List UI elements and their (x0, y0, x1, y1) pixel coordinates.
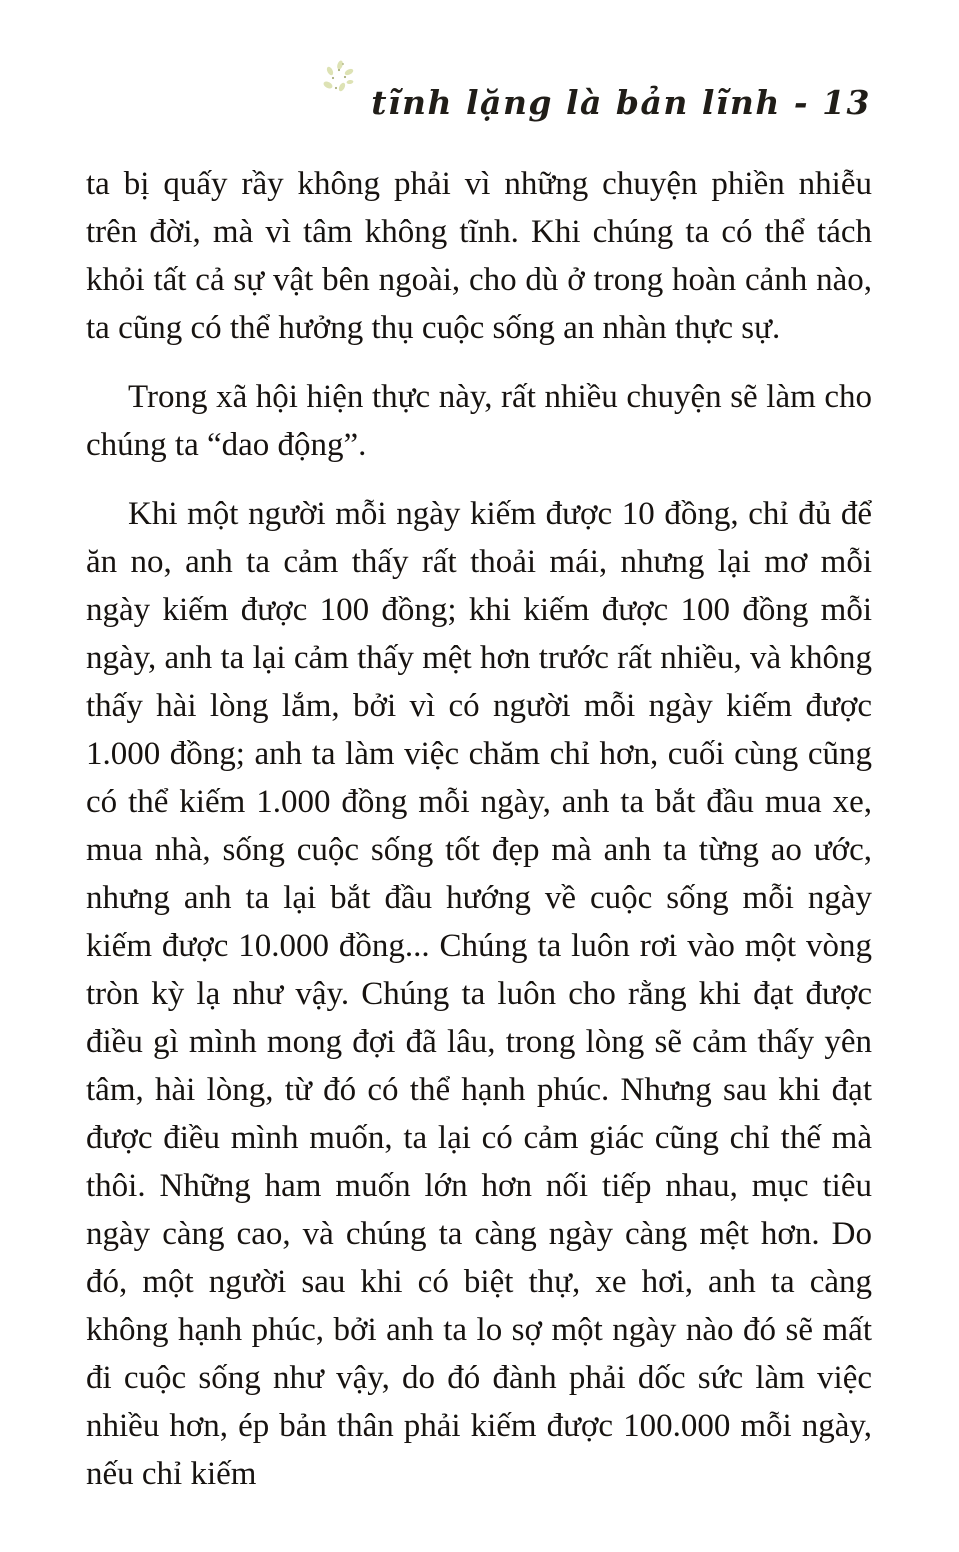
paragraph: ta bị quấy rầy không phải vì những chuyện phiền nhiễu trên đời, mà vì tâm không tĩnh. Khi chúng ta có thể tách khỏi tất cả sự vật bên ngoài, cho dù ở trong hoàn cảnh nào, ta cũng có thể hưởng thụ cuộc sống an nhàn thực sự. (86, 166, 872, 346)
running-header-title: tĩnh lặng là bản lĩnh - 13 (371, 83, 871, 122)
page-header (0, 58, 871, 122)
leaf-sprig-icon (319, 58, 359, 106)
paragraph: Khi một người mỗi ngày kiếm được 10 đồng, chỉ đủ để ăn no, anh ta cảm thấy rất thoải mái, nhưng lại mơ mỗi ngày kiếm được 100 đồng; khi kiếm được 100 đồng mỗi ngày, anh ta lại cảm thấy mệt hơn trước rất nhiều, và không thấy hài lòng lắm, bởi vì có người mỗi ngày kiếm được 1.000 đồng; anh ta làm việc chăm chỉ hơn, cuối cùng cũng có thể kiếm 1.000 đồng mỗi ngày, anh ta bắt đầu mua xe, mua nhà, sống cuộc sống tốt đẹp mà anh ta từng ao ước, nhưng anh ta lại bắt đầu hướng về cuộc sống mỗi ngày kiếm được 10.000 đồng... Chúng ta luôn rơi vào một vòng tròn kỳ lạ như vậy. Chúng ta luôn cho rằng khi đạt được điều gì mình mong đợi đã lâu, trong lòng sẽ cảm thấy yên tâm, hài lòng, từ đó có thể hạnh phúc. Nhưng sau khi đạt được điều mình muốn, ta lại có cảm giác cũng chỉ thế mà thôi. Những ham muốn lớn hơn nối tiếp nhau, mục tiêu ngày càng cao, và chúng ta càng ngày càng mệt hơn. Do đó, một người sau khi có biệt thự, xe hơi, anh ta càng không hạnh phúc, bởi anh ta lo sợ một ngày nào đó sẽ mất đi cuộc sống như vậy, do đó đành phải dốc sức làm việc nhiều hơn, ép bản thân phải kiếm được 100.000 mỗi ngày, nếu chỉ kiếm (86, 496, 872, 1492)
paragraph: Trong xã hội hiện thực này, rất nhiều chuyện sẽ làm cho chúng ta “dao động”. (86, 379, 872, 463)
body-text (86, 160, 872, 1498)
